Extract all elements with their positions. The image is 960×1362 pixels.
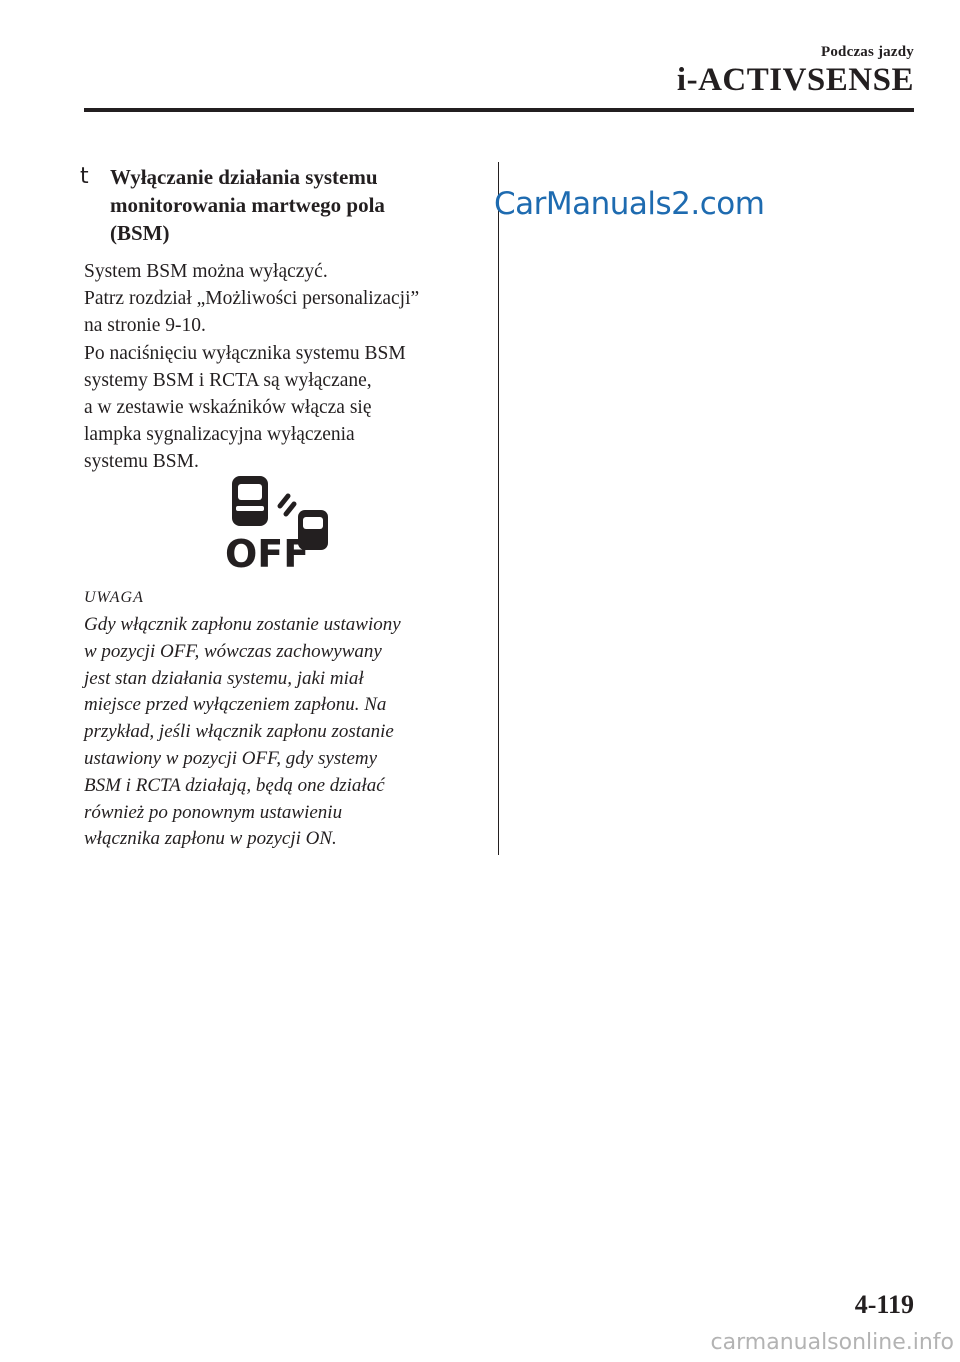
heading-line: (BSM) (110, 221, 170, 245)
note-line: miejsce przed wyłączeniem zapłonu. Na (84, 694, 387, 716)
note-line: jest stan działania systemu, jaki miał (84, 667, 364, 689)
column-divider (498, 162, 499, 855)
body-line: System BSM można wyłączyć. (84, 261, 328, 282)
watermark-carmanuals2[interactable]: CarManuals2.com (494, 186, 765, 222)
indicator-off-text: OFF (225, 532, 310, 572)
section-title: i-ACTIVSENSE (676, 62, 914, 98)
note-line: w pozycji OFF, wówczas zachowywany (84, 640, 382, 662)
heading-line: monitorowania martwego pola (110, 193, 385, 217)
body-line: Patrz rozdział „Możliwości personalizacji” (84, 288, 420, 310)
bsm-off-indicator-icon (222, 472, 338, 572)
body-line: na stronie 9-10. (84, 315, 206, 337)
note-line: ustawiony w pozycji OFF, gdy systemy (84, 747, 378, 769)
note-line: również po ponownym ustawieniu (84, 801, 343, 823)
section-bullet: t (80, 164, 89, 189)
page-number: 4-119 (854, 1290, 914, 1319)
note-label: UWAGA (84, 589, 144, 606)
body-line: a w zestawie wskaźników włącza się (84, 397, 372, 419)
watermark-carmanualsonline[interactable]: carmanualsonline.info (710, 1330, 954, 1355)
body-paragraph (84, 258, 494, 476)
note-line: Gdy włącznik zapłonu zostanie ustawiony (84, 614, 401, 635)
chapter-title: Podczas jazdy (820, 44, 914, 60)
heading-line: Wyłączanie działania systemu (110, 165, 378, 189)
section-heading (110, 163, 490, 247)
body-line: Po naciśnięciu wyłącznika systemu BSM (84, 342, 406, 364)
header-divider (84, 108, 914, 112)
note-text (84, 612, 494, 853)
body-line: systemu BSM. (84, 451, 199, 473)
note-line: BSM i RCTA działają, będą one działać (84, 774, 385, 796)
note-line: włącznika zapłonu w pozycji ON. (84, 828, 337, 850)
body-line: lampka sygnalizacyjna wyłączenia (84, 424, 355, 446)
note-line: przykład, jeśli włącznik zapłonu zostanie (84, 721, 394, 743)
body-line: systemy BSM i RCTA są wyłączane, (84, 369, 372, 391)
